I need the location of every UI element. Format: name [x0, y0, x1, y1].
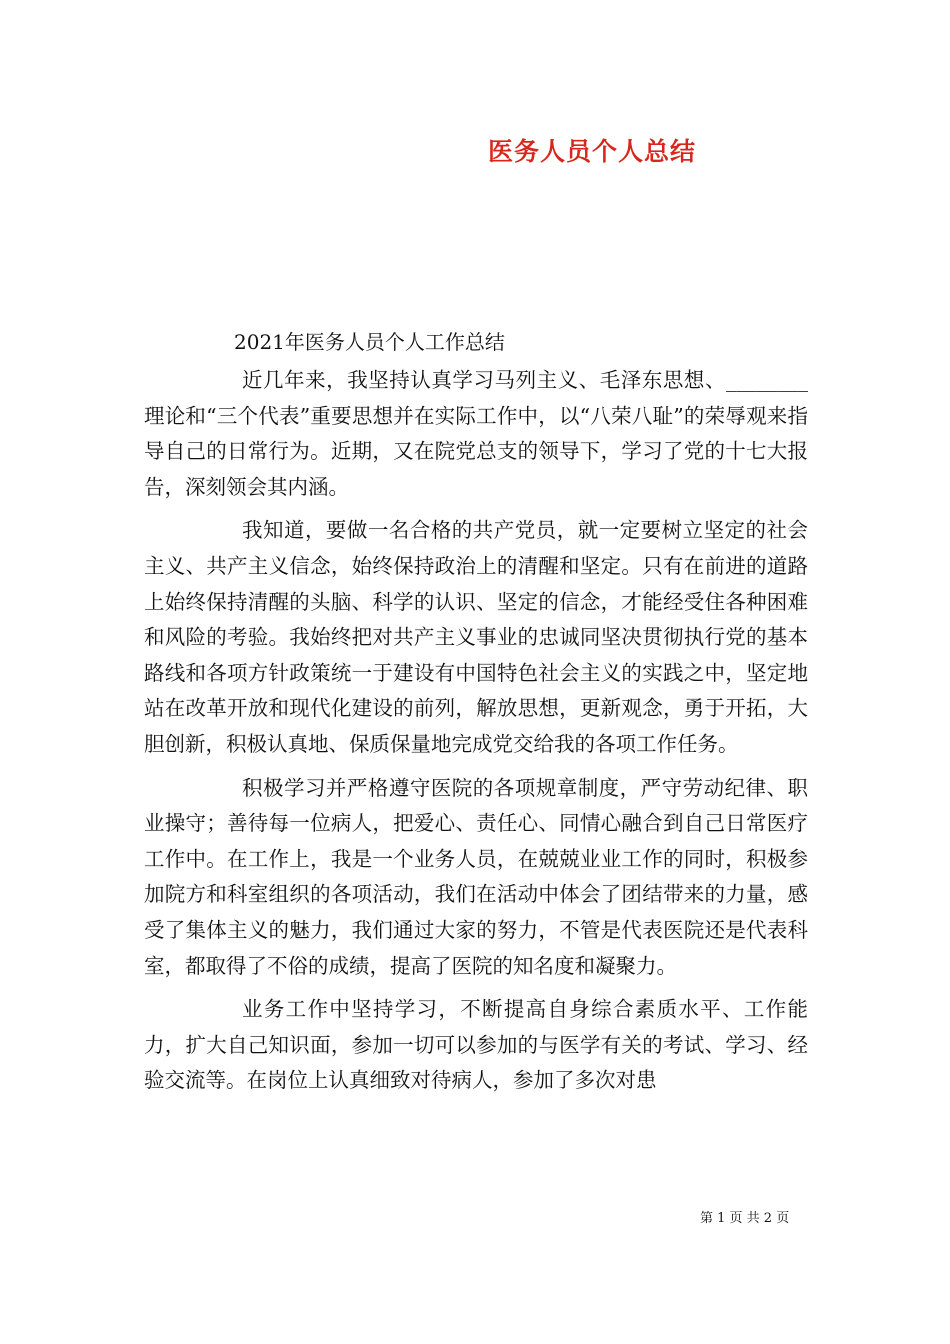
paragraph-4: 业务工作中坚持学习，不断提高自身综合素质水平、工作能力，扩大自己知识面，参加一切可以参加的与医学有关的考试、学习、经验交流等。在岗位上认真细致对待病人，参加了多次对患 [144, 997, 808, 1093]
paragraph-1: 近几年来，我坚持认真学习马列主义、毛泽东思想、________理论和“三个代表”重要思想并在实际工作中，以“八荣八耻”的荣辱观来指导自己的日常行为。近期，又在院党总支的领导下，学习了党的十七大报告，深刻领会其内涵。 [144, 368, 808, 499]
document-title: 医务人员个人总结 [488, 137, 697, 166]
document-body [144, 363, 808, 1107]
document-subtitle: 2021年医务人员个人工作总结 [234, 330, 505, 354]
page-number-footer: 第 1 页 共 2 页 [700, 1211, 790, 1226]
paragraph-3: 积极学习并严格遵守医院的各项规章制度，严守劳动纪律、职业操守；善待每一位病人，把爱心、责任心、同情心融合到自己日常医疗工作中。在工作上，我是一个业务人员，在兢兢业业工作的同时，积极参加院方和科室组织的各项活动，我们在活动中体会了团结带来的力量，感受了集体主义的魅力，我们通过大家的努力，不管是代表医院还是代表科室，都取得了不俗的成绩，提高了医院的知名度和凝聚力。 [144, 775, 808, 978]
paragraph-2: 我知道，要做一名合格的共产党员，就一定要树立坚定的社会主义、共产主义信念，始终保持政治上的清醒和坚定。只有在前进的道路上始终保持清醒的头脑、科学的认识、坚定的信念，才能经受住各种困难和风险的考验。我始终把对共产主义事业的忠诚同坚决贯彻执行党的基本路线和各项方针政策统一于建设有中国特色社会主义的实践之中，坚定地站在改革开放和现代化建设的前列，解放思想，更新观念，勇于开拓，大胆创新，积极认真地、保质保量地完成党交给我的各项工作任务。 [144, 518, 808, 756]
